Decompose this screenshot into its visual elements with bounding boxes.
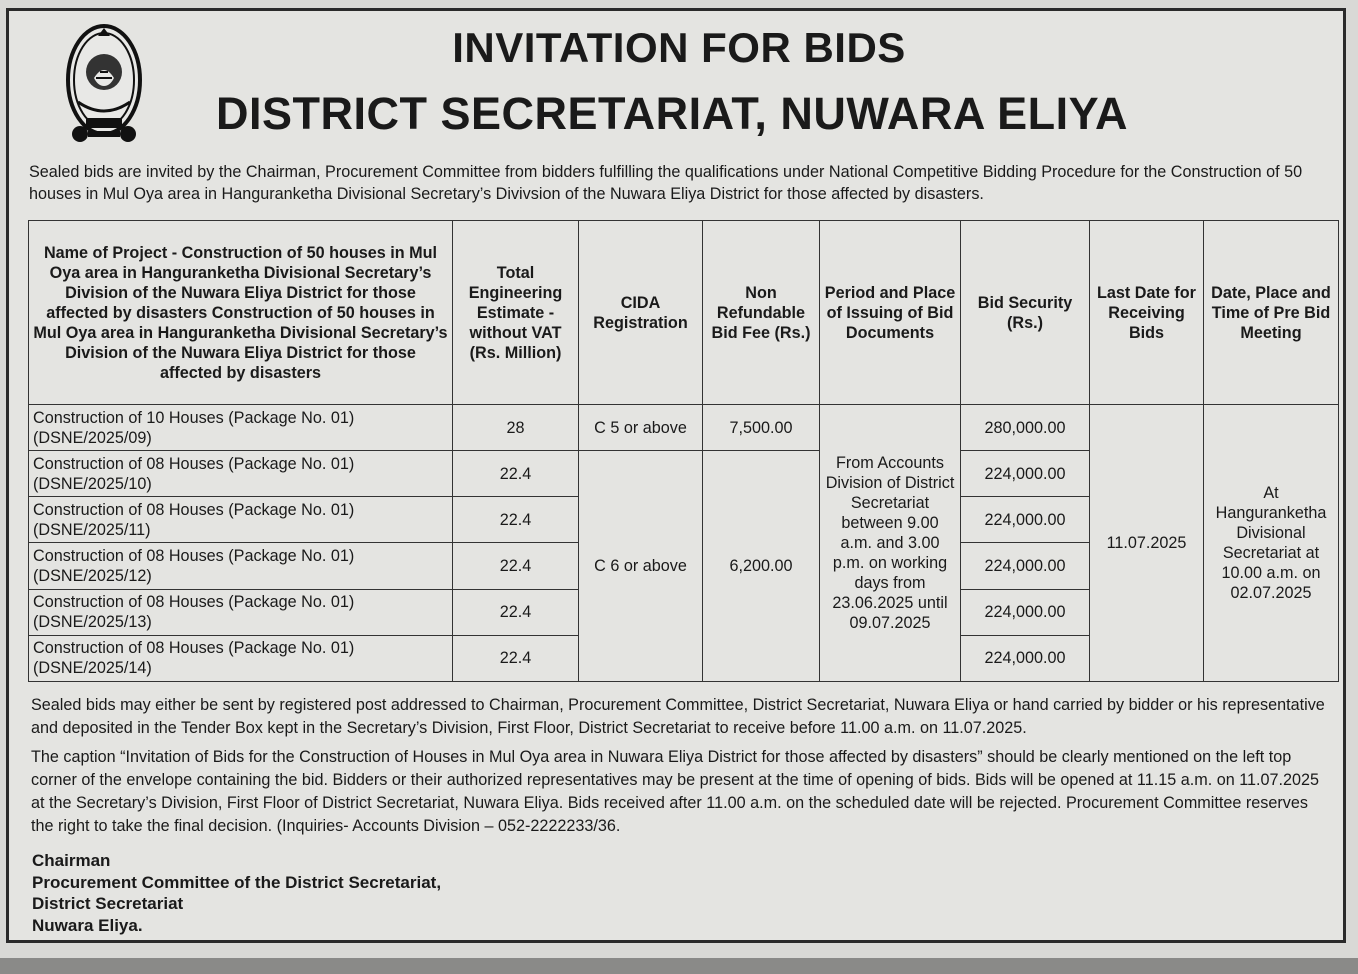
submission-paragraph: Sealed bids may either be sent by registered post addressed to Chairman, Procurement Committee, District Secretariat, Nuwara Eliya or hand carried by bidder or his representative and deposited in the Tender Box kept in the Secretary’s Division, First Floor, District Secretariat to receive before 11.00 a.m. on 11.07.2025. bbox=[31, 696, 1325, 737]
project-name: Construction of 08 Houses (Package No. 01) (DSNE/2025/13) bbox=[29, 589, 453, 635]
signature-office: District Secretariat bbox=[32, 894, 184, 913]
caption-paragraph: The caption “Invitation of Bids for the Construction of Houses in Mul Oya area in Nuwara Eliya District for those affected by disasters” should be clearly mentioned on the left top corner of the envelope containing the bid. Bidders or their authorized representatives may be present at the time of opening of bids. Bids will be opened at 11.15 a.m. on 11.07.2025 at the Secretary’s Division, First Floor of District Secretariat, Nuwara Eliya. Bids received after 11.00 a.m. on the scheduled date will be rejected. Procurement Committee reserves the right to take the final decision. (Inquiries- Accounts Division – 052-2222233/36. bbox=[31, 748, 1320, 835]
signature-title: Chairman bbox=[32, 851, 111, 870]
signature-committee: Procurement Committee of the District Secretariat, bbox=[32, 872, 442, 892]
bid-security: 280,000.00 bbox=[961, 405, 1090, 451]
bid-fee: 6,200.00 bbox=[703, 451, 820, 682]
table-header-row bbox=[29, 221, 1339, 405]
header-last-date: Last Date for Receiving Bids bbox=[1090, 221, 1204, 405]
estimate-value: 22.4 bbox=[453, 497, 579, 543]
table-row bbox=[29, 405, 1339, 451]
bid-security: 224,000.00 bbox=[961, 497, 1090, 543]
header-bid-fee: Non Refundable Bid Fee (Rs.) bbox=[703, 221, 820, 405]
bottom-strip bbox=[0, 958, 1358, 974]
bid-security: 224,000.00 bbox=[961, 451, 1090, 497]
intro-paragraph: Sealed bids are invited by the Chairman, Procurement Committee from bidders fulfilling the qualifications under National Competitive Bidding Procedure for the Construction of 50 houses in Mul Oya area in Hanguranketha Divisional Secretary’s Divivsion of the Nuwara Eliya District for those affected by disasters. bbox=[29, 163, 1303, 203]
page-subtitle: DISTRICT SECRETARIAT, NUWARA ELIYA bbox=[216, 88, 1129, 139]
page-title: INVITATION FOR BIDS bbox=[452, 24, 906, 71]
project-name: Construction of 08 Houses (Package No. 01) (DSNE/2025/14) bbox=[29, 635, 453, 681]
project-name: Construction of 08 Houses (Package No. 01) (DSNE/2025/10) bbox=[29, 451, 453, 497]
header-estimate: Total Engineering Estimate - without VAT (Rs. Million) bbox=[453, 221, 579, 405]
project-name: Construction of 08 Houses (Package No. 01) (DSNE/2025/11) bbox=[29, 497, 453, 543]
header-cida: CIDA Registration bbox=[579, 221, 703, 405]
project-name: Construction of 08 Houses (Package No. 01) (DSNE/2025/12) bbox=[29, 543, 453, 589]
estimate-value: 22.4 bbox=[453, 589, 579, 635]
bids-table bbox=[28, 220, 1339, 682]
cida-grade: C 5 or above bbox=[579, 405, 703, 451]
signature-location: Nuwara Eliya. bbox=[32, 915, 143, 935]
prebid-meeting: At Hanguranketha Divisional Secretariat at 10.00 a.m. on 02.07.2025 bbox=[1204, 405, 1339, 682]
bid-security: 224,000.00 bbox=[961, 589, 1090, 635]
header-period: Period and Place of Issuing of Bid Documents bbox=[820, 221, 961, 405]
header-prebid: Date, Place and Time of Pre Bid Meeting bbox=[1204, 221, 1339, 405]
bid-security: 224,000.00 bbox=[961, 635, 1090, 681]
bid-security: 224,000.00 bbox=[961, 543, 1090, 589]
project-name: Construction of 10 Houses (Package No. 01) (DSNE/2025/09) bbox=[29, 405, 453, 451]
cida-grade: C 6 or above bbox=[579, 451, 703, 682]
header-project: Name of Project - Construction of 50 houses in Mul Oya area in Hanguranketha Divisional Secretary’s Division of the Nuwara Eliya District for those affected by disasters Construction of 50 houses in Mul Oya area in Hanguranketha Divisional Secretary’s Division of the Nuwara Eliya District for those affected by disasters bbox=[29, 221, 453, 405]
estimate-value: 22.4 bbox=[453, 451, 579, 497]
estimate-value: 22.4 bbox=[453, 635, 579, 681]
period-place: From Accounts Division of District Secretariat between 9.00 a.m. and 3.00 p.m. on working days from 23.06.2025 until 09.07.2025 bbox=[820, 405, 961, 682]
last-date: 11.07.2025 bbox=[1090, 405, 1204, 682]
estimate-value: 28 bbox=[453, 405, 579, 451]
estimate-value: 22.4 bbox=[453, 543, 579, 589]
header-security: Bid Security (Rs.) bbox=[961, 221, 1090, 405]
bid-fee: 7,500.00 bbox=[703, 405, 820, 451]
signature-block bbox=[32, 850, 441, 936]
